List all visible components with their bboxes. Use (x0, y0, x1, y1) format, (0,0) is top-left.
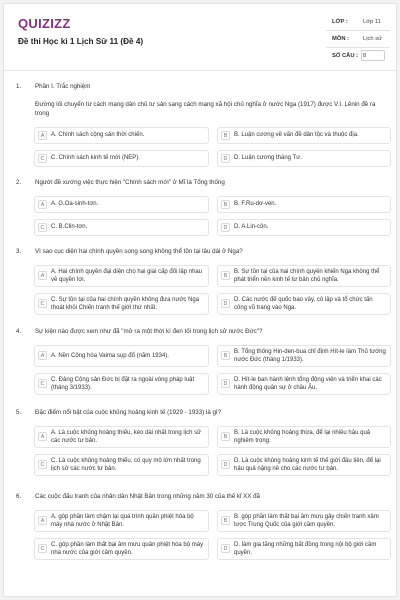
question-number: 5. (16, 409, 22, 416)
answer-option-d[interactable] (217, 373, 391, 395)
answer-option-b[interactable] (217, 510, 391, 532)
option-letter: A (38, 131, 47, 140)
answer-option-d[interactable] (217, 219, 391, 236)
question-number: 2. (16, 179, 22, 186)
option-text: B. góp phần làm thất bại âm mưu gây chiến tranh xâm lược Trung Quốc của giới cầm quyền. (234, 514, 379, 528)
meta-value: 8 (363, 53, 367, 59)
worksheet-page (3, 3, 397, 597)
meta-value: Lớp 11 (363, 19, 381, 25)
option-text: B. F.Ru-dơ-ven. (234, 201, 277, 207)
option-text: D. Các nước đế quốc bao vây, cô lập và tổ chức tấn công vũ trang vào Nga. (234, 297, 373, 311)
question-number: 6. (16, 493, 22, 500)
option-letter: D (221, 299, 230, 308)
meta-panel (326, 14, 390, 65)
answer-option-a[interactable] (34, 510, 209, 532)
meta-label: MÔN : (332, 36, 350, 42)
option-text: A. G.Oa-sinh-tơn. (51, 201, 99, 207)
answer-option-a[interactable] (34, 196, 209, 213)
option-text: C. Chính sách kinh tế mới (NEP). (51, 155, 140, 161)
answer-option-b[interactable] (217, 426, 391, 448)
option-letter: D (221, 544, 230, 553)
option-text: C. Sự tồn tại của hai chính quyền không đưa nước Nga thoát khỏi Chiến tranh thế giới thứ nhất. (51, 297, 200, 311)
option-text: A. Là cuộc khủng hoảng thiếu, kéo dài nhất trong lịch sử các nước tư bản. (51, 430, 202, 444)
option-letter: B (221, 271, 230, 280)
option-letter: C (38, 379, 47, 388)
answer-option-b[interactable] (217, 265, 391, 287)
option-letter: B (221, 200, 230, 209)
option-text: B. Sự tồn tại của hai chính quyền khiến Nga không thể phát triển nền kinh tế tư bản chủ nghĩa. (234, 269, 380, 283)
option-letter: A (38, 271, 47, 280)
worksheet-header (4, 4, 396, 70)
answer-option-c[interactable] (34, 538, 209, 560)
question-text: Người đề xướng việc thực hiện "Chính sách mới" ở Mĩ là Tổng thống (35, 179, 225, 186)
option-letter: B (221, 131, 230, 140)
option-text: A. Hai chính quyền đại diện cho hai giai cấp đối lập nhau về quyền lợi. (51, 269, 203, 283)
option-text: D. Luận cương tháng Tư. (234, 155, 302, 161)
answer-option-c[interactable] (34, 150, 209, 167)
answer-option-b[interactable] (217, 196, 391, 213)
answer-option-c[interactable] (34, 293, 209, 315)
option-letter: A (38, 351, 47, 360)
option-letter: A (38, 200, 47, 209)
option-text: C. Đảng Cộng sản Đức bị đặt ra ngoài vòng pháp luật (tháng 3/1933). (51, 377, 195, 391)
answer-option-a[interactable] (34, 426, 209, 448)
option-letter: B (221, 516, 230, 525)
question-text: Sự kiện nào được xem như đã "mở ra một thời kì đen tối trong lịch sử nước Đức"? (35, 328, 263, 335)
question-text: Các cuộc đấu tranh của nhân dân Nhật Bản trong những năm 30 của thế kỉ XX đã (35, 493, 260, 500)
option-text: C. B.Clin-tơn. (51, 224, 88, 230)
option-letter: C (38, 544, 47, 553)
page-title: Đề thi Học kì 1 Lịch Sử 11 (Đề 4) (18, 37, 144, 46)
meta-row-subject (326, 31, 390, 48)
meta-label: SỐ CÂU : (332, 53, 359, 59)
option-text: C. góp phần làm thất bại âm mưu quân phiệt hóa bộ máy nhà nước của giới cầm quyền. (51, 542, 204, 556)
option-letter: A (38, 432, 47, 441)
answer-option-d[interactable] (217, 538, 391, 560)
answer-option-b[interactable] (217, 127, 391, 144)
meta-value: Lịch sử (363, 36, 383, 42)
option-text: D. Là cuộc khủng hoảng kinh tế thế giới đầu tiên, để lại hậu quả nặng nề cho các nước tư bản. (234, 458, 381, 472)
answer-option-c[interactable] (34, 373, 209, 395)
option-text: C. Là cuộc khủng hoảng thiếu, có quy mô lớn nhất trong lịch sử các nước tư bản. (51, 458, 201, 472)
option-letter: D (221, 460, 230, 469)
option-letter: C (38, 223, 47, 232)
meta-row-class (326, 14, 390, 31)
option-letter: B (221, 351, 230, 360)
option-text: A. Chính sách cộng sản thời chiến. (51, 132, 145, 138)
option-letter: B (221, 432, 230, 441)
option-letter: D (221, 154, 230, 163)
meta-label: LỚP : (332, 19, 348, 25)
option-text: A. Nền Cộng hòa Vaima sụp đổ (năm 1934). (51, 353, 169, 359)
option-letter: D (221, 223, 230, 232)
option-text: B. Tổng thống Hin-den-bua chỉ định Hít-le làm Thủ tướng nước Đức (tháng 1/1933). (234, 349, 386, 363)
answer-option-a[interactable] (34, 345, 209, 367)
option-text: B. Luận cương về vấn đề dân tộc và thuộc địa. (234, 132, 359, 138)
option-text: D. làm gia tăng những bất đồng trong nội bộ giới cầm quyền. (234, 542, 377, 556)
answer-option-d[interactable] (217, 293, 391, 315)
question-number: 3. (16, 248, 22, 255)
quizizz-logo: QUIZIZZ (18, 16, 71, 31)
option-letter: C (38, 299, 47, 308)
answer-option-a[interactable] (34, 265, 209, 287)
option-text: B. Là cuộc khủng hoảng thừa, để lại nhiều hậu quả nghiêm trọng. (234, 430, 371, 444)
option-text: D. Hít-le ban hành lệnh tổng động viên và triển khai các hành động quân sự ở châu Âu. (234, 377, 382, 391)
question-number: 4. (16, 328, 22, 335)
option-letter: D (221, 379, 230, 388)
question-text: Vì sao cục diện hai chính quyền song song không thể tồn tại lâu dài ở Nga? (35, 248, 243, 255)
answer-option-c[interactable] (34, 219, 209, 236)
answer-option-b[interactable] (217, 345, 391, 367)
answer-option-c[interactable] (34, 454, 209, 476)
answer-option-a[interactable] (34, 127, 209, 144)
meta-row-count (326, 48, 390, 65)
question-text: Phần I. Trắc nghiệm (35, 83, 91, 90)
answer-option-d[interactable] (217, 150, 391, 167)
option-text: D. A.Lin-côn. (234, 224, 269, 230)
question-number: 1. (16, 83, 22, 90)
header-divider (4, 70, 396, 71)
question-text: Đặc điểm nổi bật của cuộc khủng hoảng kinh tế (1929 - 1933) là gì? (35, 409, 222, 416)
option-letter: C (38, 460, 47, 469)
option-letter: C (38, 154, 47, 163)
answer-option-d[interactable] (217, 454, 391, 476)
question-stem: Đường lối chuyển từ cách mạng dân chủ tư sản sang cách mạng xã hội chủ nghĩa ở nước Nga (1917) được V.I. Lênin đề ra trong (35, 101, 376, 117)
option-letter: A (38, 516, 47, 525)
option-text: A. góp phần làm chậm lại quá trình quân phiệt hóa bộ máy nhà nước ở Nhật Bản. (51, 514, 194, 528)
